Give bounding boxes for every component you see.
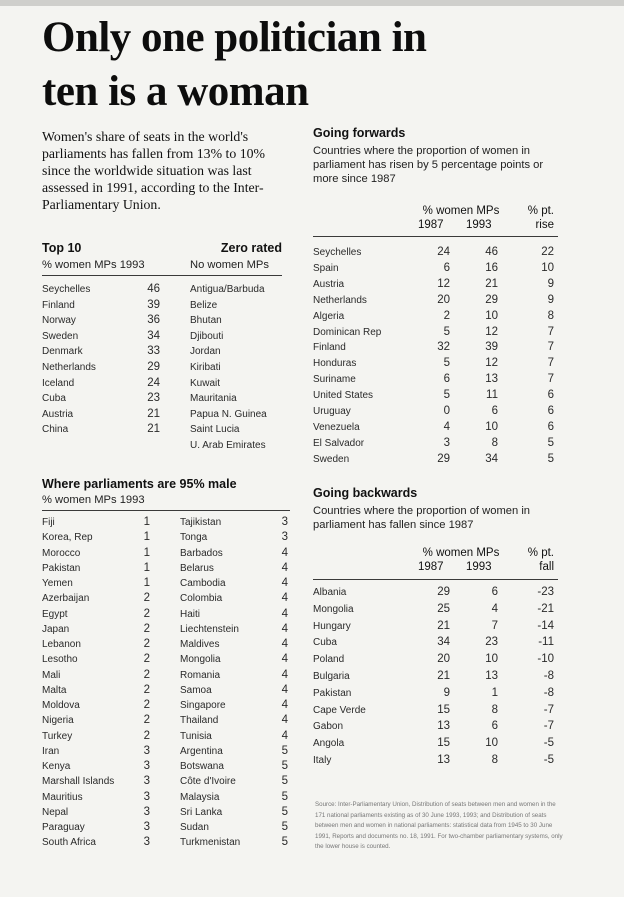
male95-country: Sri Lanka: [180, 806, 223, 818]
male95-value: 1: [143, 561, 150, 574]
forwards-change: 22: [541, 246, 554, 258]
top10-value: 21: [147, 423, 160, 436]
forwards-country: Finland: [313, 342, 346, 354]
forwards-title: Going forwards: [313, 126, 406, 140]
forwards-change: 9: [547, 277, 554, 290]
male95-value: 2: [143, 699, 150, 711]
backwards-col-fall-1: % pt.: [527, 547, 554, 559]
backwards-1993: 10: [485, 653, 498, 666]
backwards-1987: 21: [437, 670, 450, 682]
backwards-1987: 21: [437, 619, 450, 632]
top10-country: Norway: [42, 315, 76, 327]
male95-value: 4: [281, 668, 288, 681]
male95-value: 1: [143, 546, 150, 559]
top10-title: Top 10: [42, 241, 82, 255]
forwards-1987: 6: [443, 261, 450, 274]
top10-country: Iceland: [42, 377, 75, 389]
backwards-1993: 10: [485, 737, 498, 750]
forwards-change: 8: [547, 309, 554, 322]
male95-value: 1: [143, 531, 150, 544]
top10-rule: [42, 275, 282, 276]
forwards-1987: 5: [443, 325, 450, 338]
male95-country: Malaysia: [180, 791, 220, 803]
male95-value: 2: [143, 592, 150, 605]
male95-value: 3: [143, 821, 150, 833]
forwards-change: 6: [547, 389, 554, 402]
backwards-1993: 8: [491, 703, 498, 716]
male95-country: Paraguay: [42, 822, 85, 833]
male95-value: 5: [281, 760, 288, 772]
top10-value: 33: [147, 345, 160, 358]
top10-value: 36: [147, 314, 160, 327]
backwards-1987: 15: [437, 703, 450, 716]
backwards-1987: 13: [437, 720, 450, 733]
backwards-1987: 15: [437, 737, 450, 750]
forwards-change: 7: [547, 373, 554, 386]
headline-line-1: Only one politician in: [42, 14, 427, 61]
male95-country: Barbados: [180, 547, 223, 559]
top10-subtitle: % women MPs 1993: [42, 259, 145, 271]
male95-value: 5: [281, 790, 288, 803]
forwards-change: 10: [541, 261, 554, 274]
forwards-change: 5: [547, 452, 554, 465]
male95-country: Fiji: [42, 517, 55, 528]
male95-value: 3: [143, 805, 150, 818]
male95-country: Pakistan: [42, 562, 81, 574]
backwards-1987: 34: [437, 636, 450, 649]
forwards-country: Spain: [313, 262, 339, 274]
male95-value: 4: [281, 683, 288, 696]
male95-value: 3: [143, 744, 150, 757]
male95-country: Mauritius: [42, 791, 83, 803]
backwards-1987: 20: [437, 653, 450, 666]
forwards-1993: 6: [491, 405, 498, 417]
top10-country: Sweden: [42, 330, 79, 342]
zero-country: Antigua/Barbuda: [190, 284, 265, 295]
male95-value: 4: [281, 622, 288, 635]
male95-country: Mali: [42, 669, 61, 681]
backwards-change: -21: [537, 602, 554, 615]
backwards-rule: [313, 579, 558, 580]
forwards-1993: 16: [485, 261, 498, 274]
backwards-change: -8: [543, 670, 554, 682]
male95-value: 3: [143, 775, 150, 788]
backwards-col-1993: 1993: [466, 561, 492, 573]
male95-value: 2: [143, 714, 150, 727]
backwards-change: -7: [543, 720, 554, 733]
top10-country: Austria: [42, 408, 74, 420]
male95-value: 4: [281, 653, 288, 666]
male95-country: Cambodia: [180, 578, 226, 589]
zero-country: Kuwait: [190, 377, 221, 389]
male95-country: Singapore: [180, 700, 226, 711]
male95-value: 3: [143, 836, 150, 849]
backwards-subtitle: Countries where the proportion of women in parliament has fallen since 1987: [313, 505, 531, 531]
male95-value: 2: [143, 653, 150, 666]
male95-country: Tunisia: [180, 730, 212, 742]
forwards-country: Suriname: [313, 374, 356, 386]
backwards-change: -7: [543, 703, 554, 716]
male95-country: Romania: [180, 669, 221, 681]
male95-title: Where parliaments are 95% male: [42, 477, 237, 491]
male95-country: Tonga: [180, 532, 208, 544]
male95-value: 4: [281, 699, 288, 711]
male95-value: 2: [143, 638, 150, 650]
intro-paragraph: Women's share of seats in the world's parliaments has fallen from 13% to 10% since the worldwide situation was last assessed in 1991, according to the Inter-Parliamentary Union.: [42, 129, 265, 212]
top10-value: 23: [147, 392, 160, 405]
top10-value: 46: [147, 283, 160, 295]
forwards-1987: 2: [443, 309, 450, 322]
male95-country: Haiti: [180, 608, 201, 620]
forwards-1993: 8: [491, 436, 498, 449]
male95-country: South Africa: [42, 837, 96, 849]
forwards-country: Algeria: [313, 310, 345, 322]
forwards-1993: 34: [485, 452, 498, 465]
zero-country: Djibouti: [190, 330, 224, 342]
backwards-1993: 8: [491, 754, 498, 766]
top-cropped-strip: [0, 0, 624, 6]
forwards-change: 9: [547, 293, 554, 306]
male95-value: 2: [143, 683, 150, 696]
zero-country: Saint Lucia: [190, 424, 240, 436]
forwards-1987: 4: [443, 420, 450, 433]
male95-country: Nepal: [42, 806, 69, 818]
male95-country: Sudan: [180, 822, 209, 833]
male95-value: 4: [281, 546, 288, 559]
male95-country: Yemen: [42, 578, 73, 589]
top10-country: Seychelles: [42, 284, 91, 295]
backwards-country: Cuba: [313, 637, 337, 649]
male95-country: Azerbaijan: [42, 593, 90, 605]
backwards-1993: 23: [485, 636, 498, 649]
backwards-title: Going backwards: [313, 486, 418, 500]
top10-country: Denmark: [42, 346, 83, 358]
male95-country: Colombia: [180, 593, 223, 605]
male95-rule: [42, 510, 290, 511]
backwards-country: Hungary: [313, 620, 351, 632]
zero-country: U. Arab Emirates: [190, 440, 266, 451]
forwards-country: Austria: [313, 278, 345, 290]
forwards-1987: 6: [443, 373, 450, 386]
forwards-1987: 5: [443, 389, 450, 402]
male95-country: Korea, Rep: [42, 532, 93, 544]
male95-value: 3: [281, 531, 288, 544]
top10-value: 24: [147, 376, 160, 389]
backwards-1987: 13: [437, 754, 450, 766]
forwards-1993: 12: [485, 325, 498, 338]
male95-country: Morocco: [42, 547, 81, 559]
forwards-country: Honduras: [313, 358, 357, 370]
male95-value: 2: [143, 607, 150, 620]
backwards-col-1987: 1987: [418, 561, 444, 573]
top10-value: 34: [147, 329, 160, 342]
backwards-1987: 25: [437, 602, 450, 615]
backwards-country: Bulgaria: [313, 671, 350, 682]
forwards-country: Sweden: [313, 453, 350, 465]
male95-value: 1: [143, 577, 150, 589]
backwards-1993: 4: [491, 602, 498, 615]
backwards-country: Albania: [313, 587, 347, 598]
forwards-col-rise-1: % pt.: [527, 205, 554, 217]
backwards-1987: 9: [443, 686, 450, 699]
backwards-change: -8: [543, 686, 554, 699]
male95-country: Moldova: [42, 700, 80, 711]
forwards-1987: 12: [437, 277, 450, 290]
zero-country: Belize: [190, 299, 218, 311]
zero-country: Bhutan: [190, 315, 222, 327]
backwards-country: Italy: [313, 755, 332, 766]
male95-country: Lebanon: [42, 639, 81, 650]
male95-value: 2: [143, 622, 150, 635]
forwards-1993: 39: [485, 341, 498, 354]
backwards-change: -10: [537, 653, 554, 666]
male95-value: 2: [143, 729, 150, 742]
forwards-1993: 10: [485, 420, 498, 433]
forwards-1987: 5: [443, 357, 450, 370]
zero-country: Papua N. Guinea: [190, 408, 267, 420]
male95-value: 4: [281, 592, 288, 605]
male95-country: Côte d'Ivoire: [180, 776, 236, 788]
forwards-1987: 29: [437, 452, 450, 465]
forwards-col-group: % women MPs: [422, 205, 500, 217]
top10-value: 29: [147, 361, 160, 373]
male95-value: 4: [281, 714, 288, 727]
backwards-1993: 13: [485, 670, 498, 682]
male95-country: Liechtenstein: [180, 623, 239, 635]
male95-subtitle: % women MPs 1993: [42, 494, 145, 506]
backwards-change: -5: [543, 737, 554, 750]
forwards-1993: 21: [485, 277, 498, 290]
male95-value: 4: [281, 638, 288, 650]
backwards-country: Cape Verde: [313, 704, 366, 716]
zero-title: Zero rated: [220, 241, 282, 255]
zero-country: Kiribati: [190, 362, 221, 373]
forwards-1993: 11: [486, 389, 498, 402]
backwards-country: Poland: [313, 654, 345, 666]
male95-value: 4: [281, 729, 288, 742]
backwards-country: Pakistan: [313, 687, 352, 699]
male95-country: Botswana: [180, 761, 224, 772]
male95-country: Lesotho: [42, 654, 78, 666]
male95-value: 5: [281, 805, 288, 818]
forwards-change: 6: [547, 405, 554, 417]
male95-value: 4: [281, 577, 288, 589]
zero-country: Jordan: [190, 346, 221, 358]
male95-value: 5: [281, 821, 288, 833]
forwards-1987: 32: [437, 341, 450, 354]
male95-country: Marshall Islands: [42, 776, 115, 788]
male95-value: 1: [143, 516, 150, 528]
forwards-rule: [313, 236, 558, 237]
male95-country: Iran: [42, 745, 60, 757]
forwards-country: United States: [313, 390, 374, 402]
male95-value: 2: [143, 668, 150, 681]
male95-country: Maldives: [180, 639, 220, 650]
backwards-1993: 6: [491, 586, 498, 598]
top10-country: China: [42, 424, 69, 436]
male95-value: 5: [281, 775, 288, 788]
forwards-col-rise-2: rise: [535, 219, 554, 231]
male95-country: Malta: [42, 684, 67, 696]
male95-country: Egypt: [42, 608, 68, 620]
forwards-country: Seychelles: [313, 247, 362, 258]
forwards-change: 7: [547, 341, 554, 354]
forwards-1993: 29: [485, 293, 498, 306]
top10-value: 39: [147, 298, 160, 311]
zero-subtitle: No women MPs: [190, 259, 269, 271]
male95-value: 4: [281, 561, 288, 574]
forwards-1993: 12: [485, 357, 498, 370]
backwards-col-group: % women MPs: [422, 547, 500, 559]
forwards-1993: 13: [485, 373, 498, 386]
forwards-1993: 46: [485, 246, 498, 258]
backwards-country: Gabon: [313, 721, 344, 733]
backwards-change: -5: [543, 754, 554, 766]
male95-value: 5: [281, 836, 288, 849]
backwards-1993: 7: [491, 619, 498, 632]
male95-country: Mongolia: [180, 654, 221, 666]
male95-country: Nigeria: [42, 715, 74, 727]
male95-country: Argentina: [180, 745, 223, 757]
forwards-subtitle: Countries where the proportion of women in parliament has risen by 5 percentage points or more since 1987: [313, 145, 544, 185]
forwards-country: El Salvador: [313, 437, 365, 449]
male95-country: Japan: [42, 623, 70, 635]
forwards-country: Netherlands: [313, 294, 367, 306]
backwards-change: -23: [537, 586, 554, 598]
forwards-1993: 10: [485, 309, 498, 322]
top10-country: Cuba: [42, 393, 66, 405]
forwards-change: 6: [547, 420, 554, 433]
backwards-1987: 29: [437, 586, 450, 598]
backwards-1993: 6: [491, 720, 498, 733]
forwards-change: 7: [547, 357, 554, 370]
male95-value: 3: [281, 516, 288, 528]
zero-country: Mauritania: [190, 393, 237, 405]
top10-value: 21: [147, 407, 160, 420]
backwards-country: Mongolia: [313, 603, 354, 615]
male95-country: Thailand: [180, 715, 219, 727]
male95-country: Tajikistan: [180, 517, 222, 528]
forwards-col-1993: 1993: [466, 219, 492, 231]
forwards-change: 5: [547, 436, 554, 449]
top10-country: Finland: [42, 299, 75, 311]
forwards-1987: 20: [437, 293, 450, 306]
male95-value: 5: [281, 744, 288, 757]
male95-value: 3: [143, 760, 150, 772]
backwards-country: Angola: [313, 738, 345, 750]
forwards-1987: 0: [443, 405, 450, 417]
male95-country: Samoa: [180, 684, 212, 696]
backwards-change: -14: [537, 619, 554, 632]
forwards-1987: 3: [443, 436, 450, 449]
forwards-country: Venezuela: [313, 421, 360, 433]
male95-value: 4: [281, 607, 288, 620]
forwards-change: 7: [547, 325, 554, 338]
male95-country: Kenya: [42, 761, 71, 772]
forwards-col-1987: 1987: [418, 219, 444, 231]
backwards-col-fall-2: fall: [539, 561, 554, 573]
male95-country: Belarus: [180, 562, 214, 574]
forwards-1987: 24: [437, 246, 450, 258]
forwards-country: Uruguay: [313, 406, 351, 417]
male95-country: Turkey: [42, 730, 73, 742]
backwards-change: -11: [538, 636, 554, 649]
source-footnote: Source: Inter-Parliamentary Union, Distribution of seats between men and women in the 171 national parliaments existing as of 30 June 1993, 1993; and Distribution of seats between men and women in national parliaments: statistical data from 1945 to 30 June 1991, Reports and documents no. 18, 1991. For two-chamber parliamentary systems, only the lower house is counted.: [315, 801, 563, 850]
headline-line-2: ten is a woman: [42, 68, 309, 115]
backwards-1993: 1: [491, 686, 498, 699]
male95-country: Turkmenistan: [180, 837, 241, 849]
top10-country: Netherlands: [42, 362, 96, 373]
male95-value: 3: [143, 790, 150, 803]
forwards-country: Dominican Rep: [313, 326, 382, 338]
